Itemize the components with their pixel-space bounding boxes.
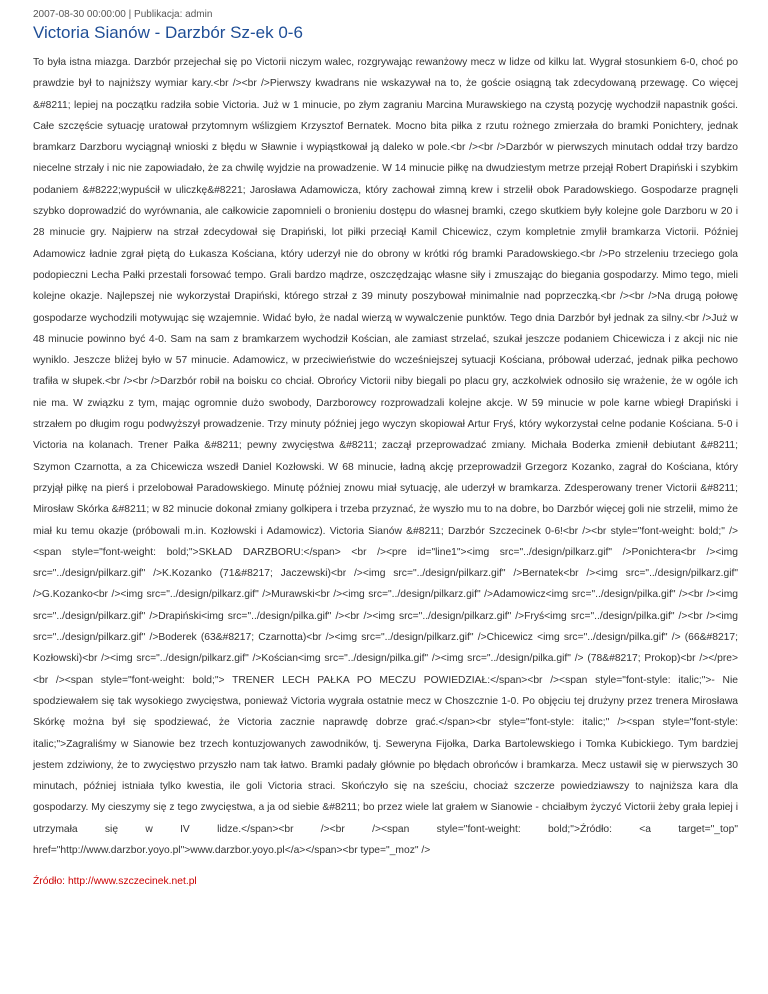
article-body [33,52,738,861]
article-title: Victoria Sianów - Darzbór Sz-ek 0-6 [33,23,303,42]
article-text: To była istna miazga. Darzbór przejechał się po Victorii niczym walec, rozgrywając rewanżowy mecz w lidze od kilku lat. Wygrał stosunkiem 6-0, choć po prawdzie był to najniższy wymiar kary.<br /><br />Pierwszy kwadrans nie wskazywał na to, że goście osiągną tak zdecydowaną przewagę. Co więcej &#8211; lepiej na początku radziła sobie Victoria. Już w 1 minucie, po złym zagraniu Marcina Murawskiego na czystą pozycję wychodził napastnik gości. Całe szczęście sytuację uratował przytomnym wślizgiem Krzysztof Bernatek. Mocno bita piłka z rzutu rożnego zmierzała do bramki Ponichtery, jednak bramkarz Darzboru wyciągnął wnioski z błędu w Sławnie i wypiąstkował ją daleko w pole.<br /><br />Darzbór w pierwszych minutach oddał trzy bardzo niecelne strzały i nic nie zapowiadało, że za chwilę wyjdzie na prowadzenie. W 14 minucie piłkę na dwudziestym metrze przejął Robert Drapiński i szybkim podaniem &#8222;wypuścił w uliczkę&#8221; Jarosława Adamowicza, który zachował zimną krew i strzelił obok Paradowskiego. Gospodarze pragnęli szybko doprowadzić do wyrównania, ale całkowicie zapomnieli o bronieniu dostępu do własnej bramki, czego skutkiem były kolejne gole Darzboru w 20 i 28 minucie gry. Najpierw na strzał zdecydował się Drapiński, lot piłki przeciął Kamil Chicewicz, czym kompletnie zmylił bramkarza Victorii. Później Adamowicz ładnie zgrał piętą do Łukasza Kościana, który uderzył nie do obrony w krótki róg bramki Paradowskiego.<br />Po strzeleniu trzeciego gola podopieczni Lecha Pałki przestali forsować tempo. Grali bardzo mądrze, oszczędzając własne siły i zmuszając do biegania gospodarzy. Mimo tego, mieli kolejne okazje. Najlepszej nie wykorzystał Drapiński, którego strzał z 39 minuty poszybował minimalnie nad poprzeczką.<br /><br />Na drugą połowę gospodarze wychodzili motywując się wzajemnie. Widać było, że nadal wierzą w wywalczenie punktów. Tego dnia Darzbór był jednak za silny.<br />Już w 48 minucie powinno być 4-0. Sam na sam z bramkarzem wychodził Kościan, ale zamiast strzelać, szukał jeszcze podaniem Chicewicza i z akcji nic nie wyniklo. Jeszcze bliżej było w 57 minucie. Adamowicz, w przeciwieństwie do wcześniejszej sytuacji Kościana, próbował uderzać, jednak piłka pechowo trafiła w słupek.<br /><br />Darzbór robił na boisku co chciał. Obrońcy Victorii niby biegali po placu gry, aczkolwiek odnosiło się wrażenie, że w ogóle ich nie ma. W związku z tym, mając ogromnie dużo swobody, Darzborowcy rozprowadzali kolejne akcje. W 59 minucie w pole karne wbiegł Drapiński i strzałem po długim rogu podwyższył prowadzenie. Trzy minuty później jego wyczyn skopiował Artur Fryś, który wykorzystał celne podanie Kościana. 5-0 i Victoria na kolanach. Trener Pałka &#8211; pewny zwycięstwa &#8211; zaczął przeprowadzać zmiany. Michała Boderka zmienił debiutant &#8211; Szymon Czarnotta, a za Chicewicza wszedł Daniel Kozłowski. W 68 minucie, ładną akcję przeprowadził Grzegorz Kozanko, zagrał do Kościana, który przyjął piłkę na pierś i przelobował Paradowskiego. Minutę później znowu miał sytuację, ale uderzył w bramkarza. Zdesperowany trener Victorii &#8211; Mirosław Skórka &#8211; w 82 minucie dokonał zmiany golkipera i trzeba przyznać, że wyszło mu to na dobre, bo Darzbór więcej goli nie strzelił, mimo że miał ku temu okazje (próbowali m.in. Kozłowski i Adamowicz). Victoria Sianów &#8211; Darzbór Szczecinek 0-6!<br /><br style="font-weight: bold;" /><span style="font-weight: bold;">SKŁAD DARZBORU:</span> <br /><pre id="line1"><img src="../design/pilkarz.gif" />Ponichtera<br /><img src="../design/pilkarz.gif" />K.Kozanko (71&#8217; Jaczewski)<br /><img src="../design/pilkarz.gif" />Bernatek<br /><img src="../design/pilkarz.gif" />G.Kozanko<br /><img src="../design/pilkarz.gif" />Murawski<br /><img src="../design/pilkarz.gif" />Adamowicz<img src="../design/pilka.gif" /><br /><img src="../design/pilkarz.gif" />Drapiński<img src="../design/pilka.gif" /><br /><img src="../design/pilkarz.gif" />Fryś<img src="../design/pilka.gif" /><br /><img src="../design/pilkarz.gif" />Boderek (63&#8217; Czarnotta)<br /><img src="../design/pilkarz.gif" />Chicewicz <img src="../design/pilka.gif" /> (66&#8217; Kozłowski)<br /><img src="../design/pilkarz.gif" />Kościan<img src="../design/pilka.gif" /><img src="../design/pilka.gif" /> (78&#8217; Prokop)<br /></pre><br /><span style="font-weight: bold;"> TRENER LECH PAŁKA PO MECZU POWIEDZIAŁ:</span><br /><span style="font-style: italic;">- Nie spodziewałem się tak wysokiego zwycięstwa, ponieważ Victoria wygrała ostatnie mecz w Choszcznie 1-0. Po objęciu tej drużyny przez trenera Mirosława Skórkę można był się spodziewać, że Victoria zacznie naprawdę dobrze grać.</span><br style="font-style: italic;" /><span style="font-style: italic;">Zagraliśmy w Sianowie bez trzech kontuzjowanych zawodników, tj. Seweryna Fijołka, Darka Bartolewskiego i Tomka Kubickiego. Tym bardziej jestem zdziwiony, że to zwycięstwo przyszło nam tak łatwo. Bramki padały głównie po błędach obrońców i bramkarza. Mecz ustawił się w pierwszych 30 minutach, później istniała tylko kwestia, ile goli Victoria straci. Skończyło się na sześciu, chociaż szczerze powiedziawszy to najniższa kara dla gospodarzy. My cieszymy się z tego zwycięstwa, a ja od siebie &#8211; bo przez wiele lat grałem w Sianowie - chciałbym życzyć Victorii żeby grała lepiej i utrzymała się w IV lidze.</span><br /><br /><span style="font-weight: bold;">Źródło: <a target="_top" href="http://www.darzbor.yoyo.pl">www.darzbor.yoyo.pl</a></span><br type="_moz" /> [33,57,738,856]
article-author: Publikacja: admin [134,9,213,20]
source-label: Źródło: [33,876,66,888]
article-meta [33,8,738,21]
source-link[interactable]: http://www.szczecinek.net.pl [67,876,197,888]
source-line [33,874,738,890]
article-date: 2007-08-30 00:00:00 [33,9,126,20]
article-page [33,8,738,890]
meta-separator: | [128,9,132,20]
